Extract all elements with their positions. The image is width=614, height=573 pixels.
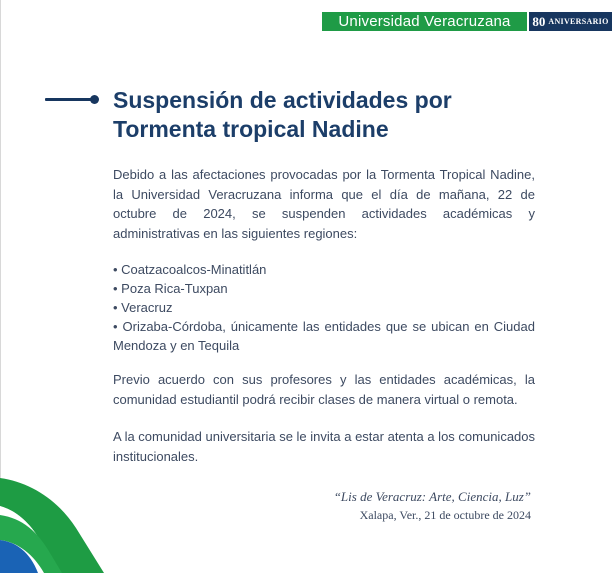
title-line-2: Tormenta tropical Nadine (113, 116, 389, 142)
page-title (113, 86, 583, 144)
intro-paragraph: Debido a las afectaciones provocadas por la Tormenta Tropical Nadine, la Universidad Veracruzana informa que el día de mañana, 22 de octubre de 2024, se suspenden actividades académicas y administrativas en las siguientes regiones: (113, 167, 535, 241)
region-item: • Coatzacoalcos-Minatitlán (113, 260, 535, 279)
virtual-classes-paragraph: Previo acuerdo con sus profesores y las entidades académicas, la comunidad estudiantil podrá recibir clases de manera virtual o remota. (113, 372, 535, 407)
green-stripe-inner (0, 515, 62, 573)
university-name: Universidad Veracruzana (322, 12, 527, 31)
institution-header (322, 12, 612, 31)
place-and-date: Xalapa, Ver., 21 de octubre de 2024 (359, 508, 531, 522)
anniversary-badge (529, 12, 612, 31)
region-item: • Orizaba-Córdoba, únicamente las entidades que se ubican en Ciudad Mendoza y en Tequila (113, 317, 535, 355)
region-item: • Veracruz (113, 298, 535, 317)
white-stripe (0, 506, 60, 573)
regions-list (113, 260, 535, 355)
anniversary-label: ANIVERSARIO (548, 17, 609, 26)
anniversary-number: 80 (532, 13, 546, 29)
page-border (0, 0, 1, 573)
blue-stripe (0, 540, 38, 573)
green-stripe-outer (0, 478, 104, 573)
title-accent-line (45, 98, 93, 101)
region-item: • Poza Rica-Tuxpan (113, 279, 535, 298)
university-motto: “Lis de Veracruz: Arte, Ciencia, Luz” (333, 489, 531, 504)
community-notice-paragraph: A la comunidad universitaria se le invita a estar atenta a los comunicados institucionales. (113, 429, 536, 464)
title-line-1: Suspensión de actividades por (113, 87, 452, 113)
title-accent-dot (90, 95, 99, 104)
